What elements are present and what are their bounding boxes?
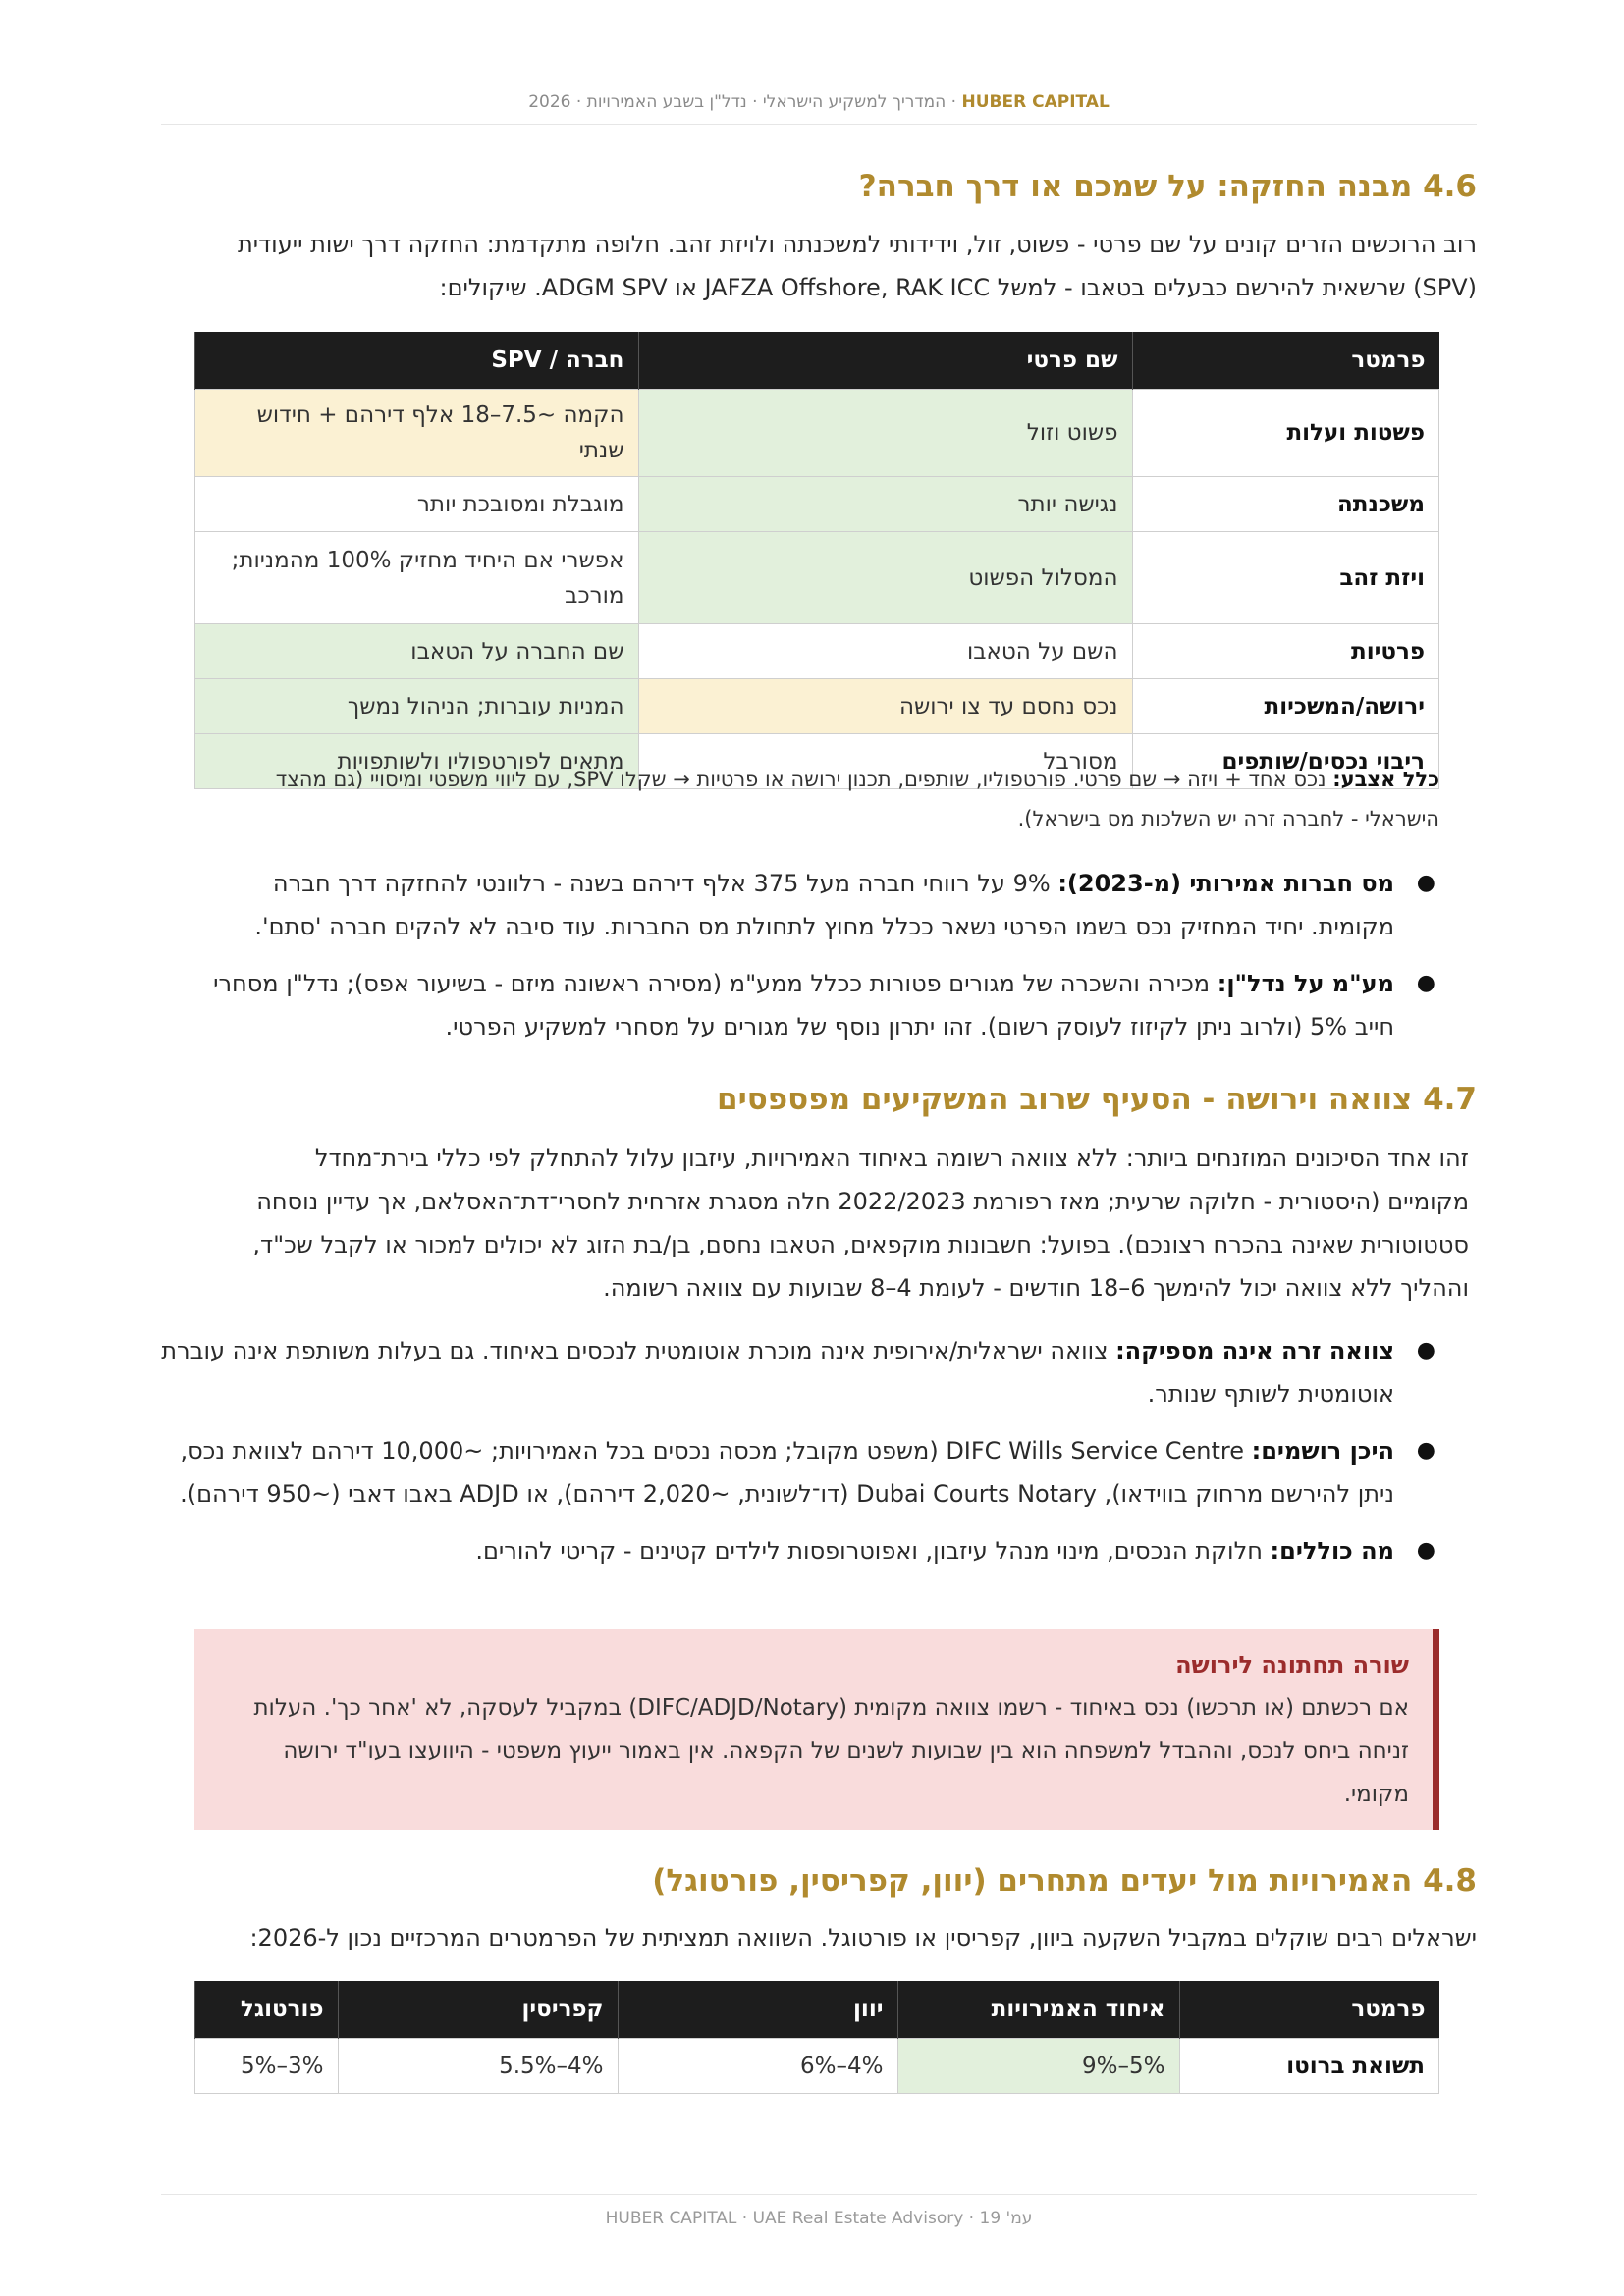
list-item <box>161 1529 1439 1573</box>
row-company-value: המניות עוברות; הניהול נמשך <box>195 679 639 734</box>
section-4-7-line-1: זהו אחד הסיכונים המוזנחים ביותר: ללא צוואה רשומה באיחוד האמירויות, עיזבון עלול להתחלק לפי כללי בירת־מחדל <box>314 1145 1469 1172</box>
column-header-portugal: פורטוגל <box>195 1981 339 2039</box>
bullet-text: חלוקת הנכסים, מינוי מנהל עיזבון, ואפוטרופסות לילדים קטינים - קריטי להורים. <box>475 1537 1271 1565</box>
row-private-value: נגישה יותר <box>638 477 1132 532</box>
row-private-value: פשוט וזול <box>638 390 1132 477</box>
section-4-7-title: 4.7 צוואה וירושה - הסעיף שרוב המשקיעים מפספסים <box>717 1082 1477 1117</box>
section-4-8-title: 4.8 האמירויות מול יעדים מתחרים (יוון, קפריסין, פורטוגל) <box>652 1863 1477 1898</box>
section-4-6-intro-line-1: רוב הרוכשים הזרים קונים על שם פרטי - פשוט, זול, וידידותי למשכנתה ולויזת זהב. חלופה מתקדמת: החזקה דרך ישות ייעודית <box>237 231 1477 258</box>
footer-divider <box>161 2194 1477 2195</box>
row-private-value: המסלול הפשוט <box>638 532 1132 624</box>
row-parameter: ירושה/המשכיות <box>1132 679 1439 734</box>
section-4-8-intro: ישראלים רבים שוקלים במקביל השקעה ביוון, קפריסין או פורטוגל. השוואה תמציתית של הפרמטרים המרכזיים נכון ל-2026: <box>249 1924 1477 1951</box>
bullet-icon: ● <box>1416 871 1435 895</box>
row-parameter: ויזת זהב <box>1132 532 1439 624</box>
row-private-value: מסורבל <box>638 734 1132 789</box>
bullet-label: צוואה זרה אינה מספיקה: <box>1115 1337 1394 1364</box>
row-private-value: השם על הטאבו <box>638 624 1132 679</box>
holding-structure-table <box>194 332 1439 789</box>
table-row <box>195 390 1439 477</box>
footer-separator: · <box>963 2209 980 2228</box>
table-row <box>195 532 1439 624</box>
bullet-label: היכן רושמים: <box>1251 1437 1394 1465</box>
bullet-label: מה כוללים: <box>1270 1537 1394 1565</box>
portugal-value: 3%–5% <box>195 2039 339 2094</box>
section-4-6-intro-line-2: (SPV) שרשאית להירשם כבעלים בטאבו - למשל JAFZA Offshore, RAK ICC או ADGM SPV. שיקולים: <box>439 274 1477 301</box>
bullet-text: צוואה ישראלית/אירופית אינה מוכרת אוטומטית לנכסים באיחוד. גם בעלות משותפת אינה עוברת אוטומטית לשותף שנותר. <box>161 1337 1394 1408</box>
column-header-parameter: פרמטר <box>1132 332 1439 390</box>
section-4-7-line-4: וההליך ללא צוואה יכול להימשך 6–18 חודשים - לעומת 4–8 שבועות עם צוואה רשומה. <box>603 1274 1469 1302</box>
inheritance-callout <box>194 1629 1439 1830</box>
section-4-7-line-2: מקומיים (היסטורית - חלוקה שרעית; מאז רפורמת 2022/2023 חלה מסגרת אזרחית לחסרי־דת־האסלאם, אך עדיין נוסחה <box>256 1188 1469 1215</box>
header-subtitle: המדריך למשקיע הישראלי · נדל"ן בשבע האמירויות · 2026 <box>528 92 947 112</box>
row-parameter: תשואת ברוטו <box>1179 2039 1439 2094</box>
running-header <box>161 92 1477 112</box>
column-header-greece: יוון <box>618 1981 897 2039</box>
row-parameter: ריבוי נכסים/שותפים <box>1132 734 1439 789</box>
rule-of-thumb-line-1: נכס אחד + ויזה → שם פרטי. פורטפוליו, שותפים, תכנון ירושה או פרטיות → שקלו SPV, עם ליווי משפטי ומיסויי (גם מהצד <box>275 768 1333 791</box>
footer-brand: HUBER CAPITAL · UAE Real Estate Advisory <box>605 2209 964 2228</box>
tax-bullets <box>198 862 1439 1062</box>
rule-of-thumb-label: כלל אצבע: <box>1332 768 1439 791</box>
table-row <box>195 2039 1439 2094</box>
bullet-label: מע"מ על נדל"ן: <box>1217 970 1394 997</box>
list-item <box>161 1329 1439 1415</box>
bullet-label: מס חברות אמירותי (מ-2023): <box>1057 870 1394 897</box>
page-number: עמ' 19 <box>979 2209 1033 2228</box>
table-header-row <box>195 332 1439 390</box>
column-header-uae: איחוד האמירויות <box>897 1981 1179 2039</box>
callout-text: אם רכשתם (או תרכשו) נכס באיחוד - רשמו צוואה מקומית (DIFC/ADJD/Notary) במקביל לעסקה, לא 'אחר כך'. העלות זניחה ביחס לנכס, וההבדל למשפחה הוא בין שבועות לשנים של הקפאה. אין באמור ייעוץ משפטי - היוועצו בעו"ד ירושה מקומי. <box>253 1695 1409 1807</box>
list-item <box>198 862 1439 948</box>
table-row <box>195 624 1439 679</box>
header-separator: · <box>946 92 962 112</box>
inheritance-bullets <box>161 1329 1439 1586</box>
bullet-icon: ● <box>1416 1538 1435 1563</box>
bullet-icon: ● <box>1416 1438 1435 1463</box>
row-company-value: מתאים לפורטפוליו ולשותפויות <box>195 734 639 789</box>
greece-value: 4%–6% <box>618 2039 897 2094</box>
table-row <box>195 679 1439 734</box>
column-header-private: שם פרטי <box>638 332 1132 390</box>
section-4-7-line-3: סטטוטורית שאינה בהכרח רצונכם). בפועל: חשבונות מוקפאים, הטאבו נחסם, בן/בת הזוג לא יכולים למכור או לקבל שכ"ד, <box>252 1231 1469 1258</box>
header-divider <box>161 124 1477 125</box>
row-company-value: הקמה ~7.5–18 אלף דירהם + חידוש שנתי <box>195 390 639 477</box>
header-brand: HUBER CAPITAL <box>961 92 1110 112</box>
bullet-text: DIFC Wills Service Centre (משפט מקובל; מכסה נכסים בכל האמירויות; ~10,000 דירהם לצוואת נכס, ניתן להירשם מרחוק בווידאו), Dubai Courts Notary (דו־לשונית, ~2,020 דירהם), או ADJD באבו דאבי (~950 דירהם). <box>180 1437 1394 1508</box>
page-footer <box>161 2209 1477 2228</box>
row-company-value: אפשרי אם היחיד מחזיק 100% מהמניות; מורכב <box>195 532 639 624</box>
bullet-text: 9% על רווחי חברה מעל 375 אלף דירהם בשנה - רלוונטי להחזקה דרך חברה מקומית. יחיד המחזיק נכס בשמו הפרטי נשאר ככלל מחוץ לתחולת מס החברות. עוד סיבה לא להקים חברה 'סתם'. <box>254 870 1394 940</box>
rule-of-thumb-note <box>198 760 1439 838</box>
column-header-company: חברה / SPV <box>195 332 639 390</box>
row-parameter: פשטות ועלות <box>1132 390 1439 477</box>
bullet-icon: ● <box>1416 1338 1435 1362</box>
row-private-value: נכס נחסם עד צו ירושה <box>638 679 1132 734</box>
callout-title: שורה תחתונה לירושה <box>1175 1651 1409 1679</box>
row-company-value: שם החברה על הטאבו <box>195 624 639 679</box>
row-parameter: פרטיות <box>1132 624 1439 679</box>
column-header-cyprus: קפריסין <box>338 1981 618 2039</box>
row-company-value: מוגבלת ומסובכת יותר <box>195 477 639 532</box>
table-header-row <box>195 1981 1439 2039</box>
cyprus-value: 4%–5.5% <box>338 2039 618 2094</box>
list-item <box>198 962 1439 1048</box>
list-item <box>161 1429 1439 1516</box>
column-header-parameter: פרמטר <box>1179 1981 1439 2039</box>
destinations-comparison-table <box>194 1981 1439 2094</box>
bullet-text: מכירה והשכרה של מגורים פטורות ככלל ממע"מ (מסירה ראשונה מיזם - בשיעור אפס); נדל"ן מסחרי חייב 5% (ולרוב ניתן לקיזוז לעוסק רשום). זהו יתרון נוסף של מגורים על מסחרי למשקיע הפרטי. <box>213 970 1394 1041</box>
table-row <box>195 477 1439 532</box>
section-4-6-title: 4.6 מבנה החזקה: על שמכם או דרך חברה? <box>858 169 1477 204</box>
row-parameter: משכנתה <box>1132 477 1439 532</box>
rule-of-thumb-line-2: הישראלי - לחברה זרה יש השלכות מס בישראל). <box>1017 807 1439 830</box>
bullet-icon: ● <box>1416 971 1435 995</box>
uae-value: 5%–9% <box>897 2039 1179 2094</box>
